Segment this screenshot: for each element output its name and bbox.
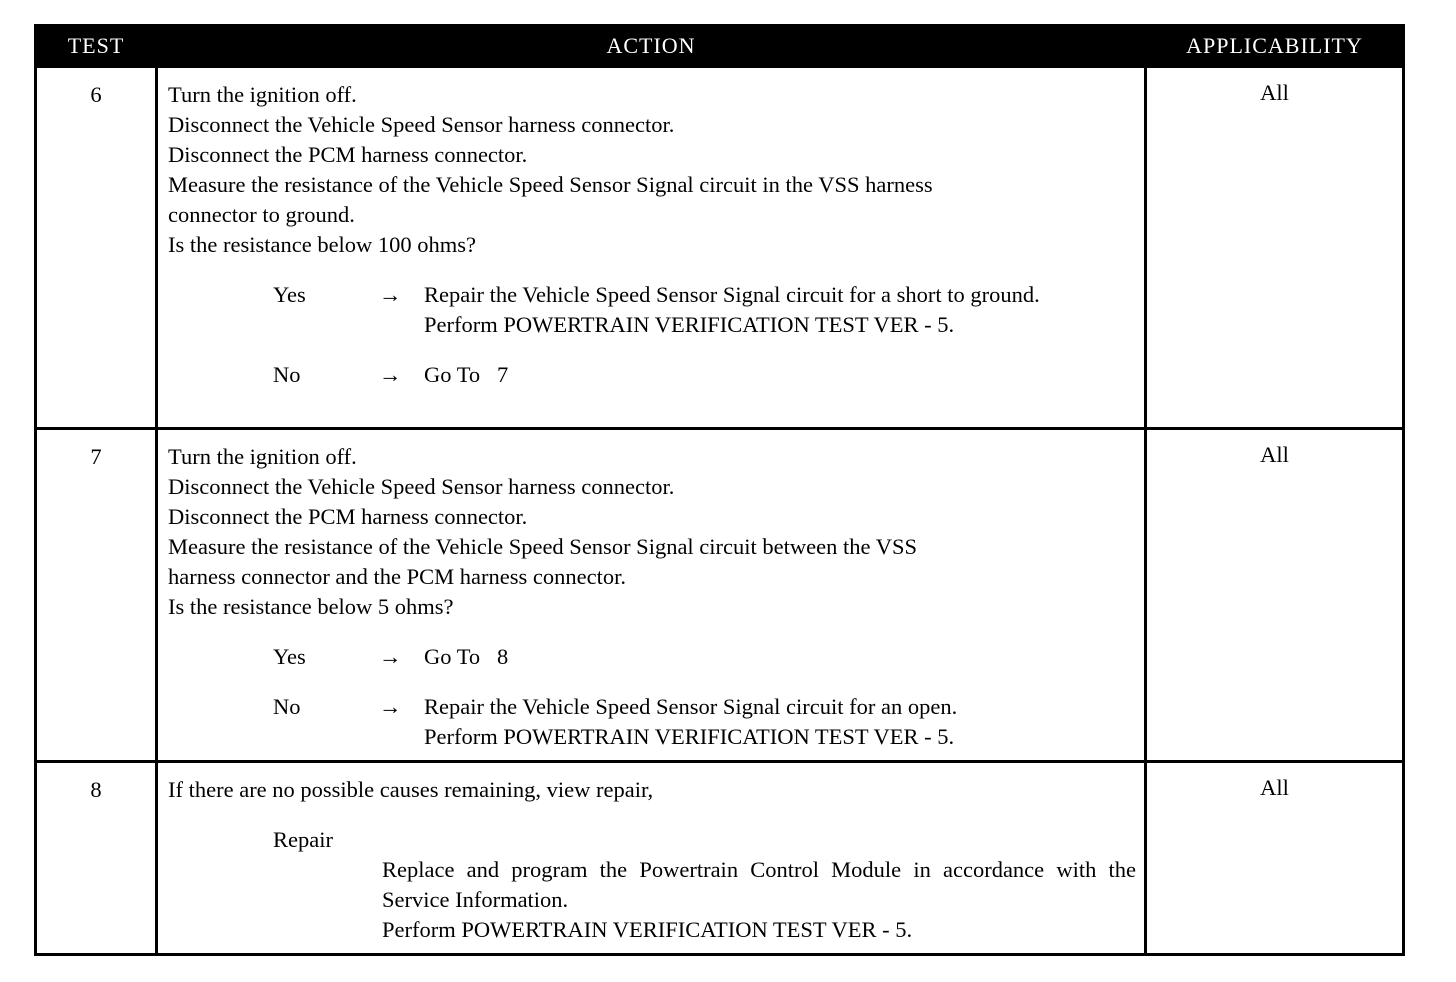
repair-action: Replace and program the Powertrain Control Module in accordance with the Service Information. [382,857,1136,912]
action-step: Disconnect the Vehicle Speed Sensor harness connector. [168,112,675,137]
test-table [34,24,1405,956]
header-test: TEST [36,26,157,67]
arrow-icon: → [379,644,402,669]
action-step: Disconnect the PCM harness connector. [168,504,528,529]
test-number: 7 [36,429,157,762]
no-response [273,360,1136,390]
action-step: If there are no possible causes remaining, view repair, [168,777,654,802]
no-action: Perform POWERTRAIN VERIFICATION TEST VER - 5. [424,724,955,749]
no-response [273,692,1136,752]
header-action: ACTION [157,26,1146,67]
action-step: harness connector and the PCM harness connector. [168,564,626,589]
action-step: Disconnect the Vehicle Speed Sensor harness connector. [168,474,675,499]
table-row [36,762,1404,955]
action-cell [157,762,1146,955]
header-row [36,26,1404,67]
diagnostic-test-table [34,24,1402,954]
action-step: connector to ground. [168,202,355,227]
action-step: Turn the ignition off. [168,82,357,107]
yes-action: Perform POWERTRAIN VERIFICATION TEST VER - 5. [424,312,955,337]
action-step: Measure the resistance of the Vehicle Speed Sensor Signal circuit in the VSS harness [168,172,933,197]
applicability-value: All [1146,762,1404,955]
action-cell [157,429,1146,762]
action-step: Is the resistance below 5 ohms? [168,594,454,619]
action-step: Turn the ignition off. [168,444,357,469]
arrow-icon: → [379,694,402,719]
header-applicability: APPLICABILITY [1146,26,1404,67]
no-label: No [273,694,301,719]
yes-action: Go To 8 [424,644,509,669]
action-step: Is the resistance below 100 ohms? [168,232,477,257]
no-action: Repair the Vehicle Speed Sensor Signal circuit for an open. [424,694,958,719]
arrow-icon: → [379,362,402,387]
test-number: 8 [36,762,157,955]
yes-action: Repair the Vehicle Speed Sensor Signal circuit for a short to ground. [424,282,1040,307]
yes-label: Yes [273,282,306,307]
yes-response [273,280,1136,340]
yes-label: Yes [273,644,306,669]
repair-label: Repair [273,827,333,852]
applicability-value: All [1146,67,1404,429]
yes-response [273,642,1136,672]
table-row [36,67,1404,429]
arrow-icon: → [379,282,402,307]
repair-body [382,855,1136,945]
test-number: 6 [36,67,157,429]
no-label: No [273,362,301,387]
no-action: Go To 7 [424,362,509,387]
applicability-value: All [1146,429,1404,762]
action-cell [157,67,1146,429]
repair-action: Perform POWERTRAIN VERIFICATION TEST VER - 5. [382,917,913,942]
action-step: Disconnect the PCM harness connector. [168,142,528,167]
table-row [36,429,1404,762]
action-step: Measure the resistance of the Vehicle Speed Sensor Signal circuit between the VSS [168,534,917,559]
